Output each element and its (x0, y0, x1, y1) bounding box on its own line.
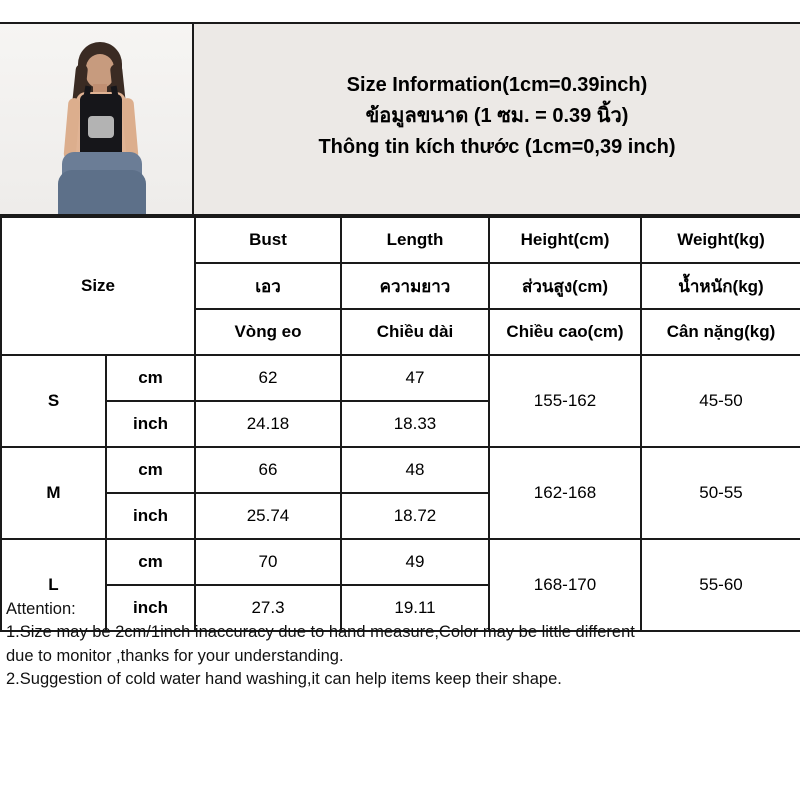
unit-inch-s: inch (106, 401, 195, 447)
table-row (1, 355, 800, 401)
bust-cm-l: 70 (195, 539, 341, 585)
bust-inch-s: 24.18 (195, 401, 341, 447)
attention-line-2: 2.Suggestion of cold water hand washing,it can help items keep their shape. (6, 670, 562, 689)
bust-inch-l: 27.3 (195, 585, 341, 631)
row-size-l: L (1, 539, 106, 631)
row-size-m: M (1, 447, 106, 539)
attention-heading: Attention: (6, 600, 76, 618)
attention-block (0, 594, 800, 692)
unit-cm-s: cm (106, 355, 195, 401)
table-header-row-en (1, 217, 800, 263)
attention-line-1a: 1.Size may be 2cm/1inch inaccuracy due to hand measure,Color may be little different (6, 623, 635, 642)
header-height-vi: Chiều cao(cm) (489, 309, 641, 355)
header-height-en: Height(cm) (489, 217, 641, 263)
header-size-label: Size (1, 217, 195, 355)
bust-cm-s: 62 (195, 355, 341, 401)
header-weight-th: น้ำหนัก(kg) (641, 263, 800, 309)
title-block (194, 24, 800, 214)
measurements-table (0, 216, 800, 632)
header-length-th: ความยาว (341, 263, 489, 309)
bust-cm-m: 66 (195, 447, 341, 493)
unit-inch-m: inch (106, 493, 195, 539)
height-l: 168-170 (489, 539, 641, 631)
length-cm-m: 48 (341, 447, 489, 493)
header-weight-en: Weight(kg) (641, 217, 800, 263)
header-length-vi: Chiều dài (341, 309, 489, 355)
title-english: Size Information(1cm=0.39inch) (346, 73, 648, 96)
weight-l: 55-60 (641, 539, 800, 631)
header-height-th: ส่วนสูง(cm) (489, 263, 641, 309)
row-size-s: S (1, 355, 106, 447)
header-bust-en: Bust (195, 217, 341, 263)
unit-cm-m: cm (106, 447, 195, 493)
attention-line-1b: due to monitor ,thanks for your understanding. (6, 646, 344, 665)
weight-m: 50-55 (641, 447, 800, 539)
height-m: 162-168 (489, 447, 641, 539)
header-bust-th: เอว (195, 263, 341, 309)
model-illustration (0, 24, 192, 214)
weight-s: 45-50 (641, 355, 800, 447)
table-row (1, 539, 800, 585)
table-row (1, 447, 800, 493)
bust-inch-m: 25.74 (195, 493, 341, 539)
unit-cm-l: cm (106, 539, 195, 585)
header-length-en: Length (341, 217, 489, 263)
length-inch-m: 18.72 (341, 493, 489, 539)
title-thai: ข้อมูลขนาด (1 ซม. = 0.39 นิ้ว) (365, 104, 629, 127)
chart-header (0, 24, 800, 216)
unit-inch-l: inch (106, 585, 195, 631)
model-top-print (88, 116, 114, 138)
height-s: 155-162 (489, 355, 641, 447)
header-weight-vi: Cân nặng(kg) (641, 309, 800, 355)
model-jeans-lower (58, 170, 146, 214)
header-bust-vi: Vòng eo (195, 309, 341, 355)
title-vietnamese: Thông tin kích thước (1cm=0,39 inch) (318, 135, 676, 158)
length-inch-s: 18.33 (341, 401, 489, 447)
length-cm-s: 47 (341, 355, 489, 401)
length-inch-l: 19.11 (341, 585, 489, 631)
length-cm-l: 49 (341, 539, 489, 585)
product-photo (0, 24, 194, 214)
